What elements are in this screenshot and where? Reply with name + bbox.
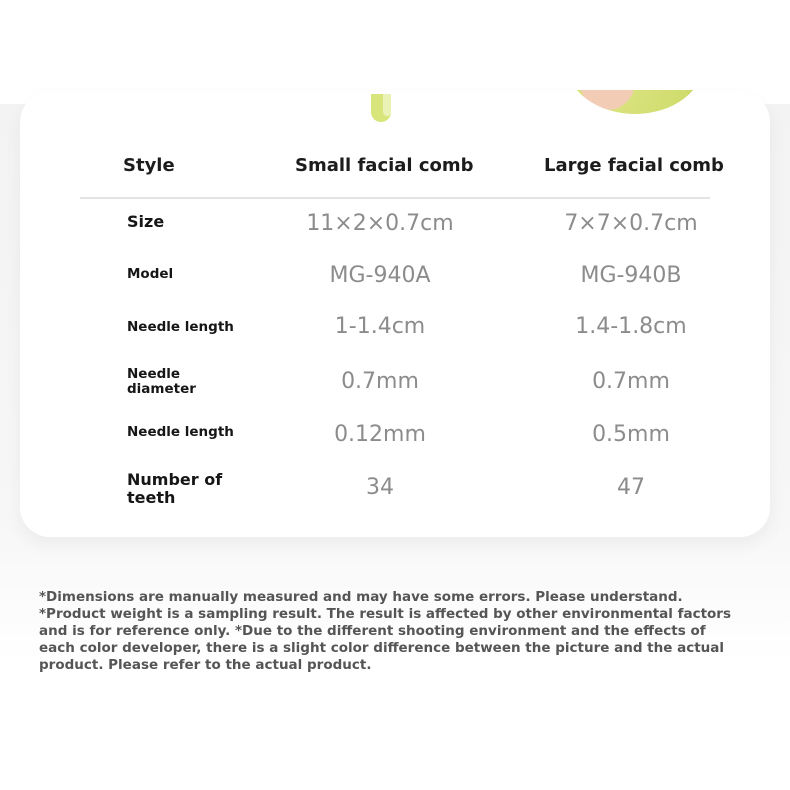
needle-length-large-value: 1.4-1.8cm <box>575 314 687 339</box>
needle-length-2-large-value: 0.5mm <box>592 422 670 447</box>
row-label-needle-length-2: Needle length <box>127 424 234 440</box>
large-comb-body <box>566 90 704 114</box>
needle-diameter-small-value: 0.7mm <box>341 369 419 394</box>
model-small-value: MG-940A <box>329 263 431 288</box>
small-comb-handle <box>383 94 391 116</box>
needle-length-2-small-value: 0.12mm <box>334 422 426 447</box>
top-band <box>0 0 790 104</box>
row-label-number-of-teeth: Number of teeth <box>127 470 223 507</box>
disclaimer-footnote: *Dimensions are manually measured and may have some errors. Please understand. *Product weight is a sampling result. The result is affected by other environmental factors and is for reference only. *Due to the different shooting environment and the effects of each color developer, there is a slight color difference between the picture and the actual product. Please refer to the actual product. <box>39 589 731 673</box>
row-label-model: Model <box>127 266 174 282</box>
teeth-large-value: 47 <box>617 475 645 500</box>
model-large-value: MG-940B <box>580 263 682 288</box>
teeth-small-value: 34 <box>366 475 394 500</box>
large-comb-image <box>566 90 706 118</box>
needle-length-small-value: 1-1.4cm <box>334 314 426 339</box>
needle-diameter-large-value: 0.7mm <box>592 369 670 394</box>
header-divider <box>80 197 710 199</box>
row-label-needle-length: Needle length <box>127 319 234 335</box>
header-style: Style <box>123 155 175 176</box>
row-label-needle-diameter: Needle diameter <box>127 366 196 397</box>
header-small-comb: Small facial comb <box>295 155 474 176</box>
size-large-value: 7×7×0.7cm <box>564 211 698 236</box>
row-label-size: Size <box>127 212 165 231</box>
small-comb-image <box>371 94 391 122</box>
header-large-comb: Large facial comb <box>544 155 724 176</box>
size-small-value: 11×2×0.7cm <box>306 211 454 236</box>
